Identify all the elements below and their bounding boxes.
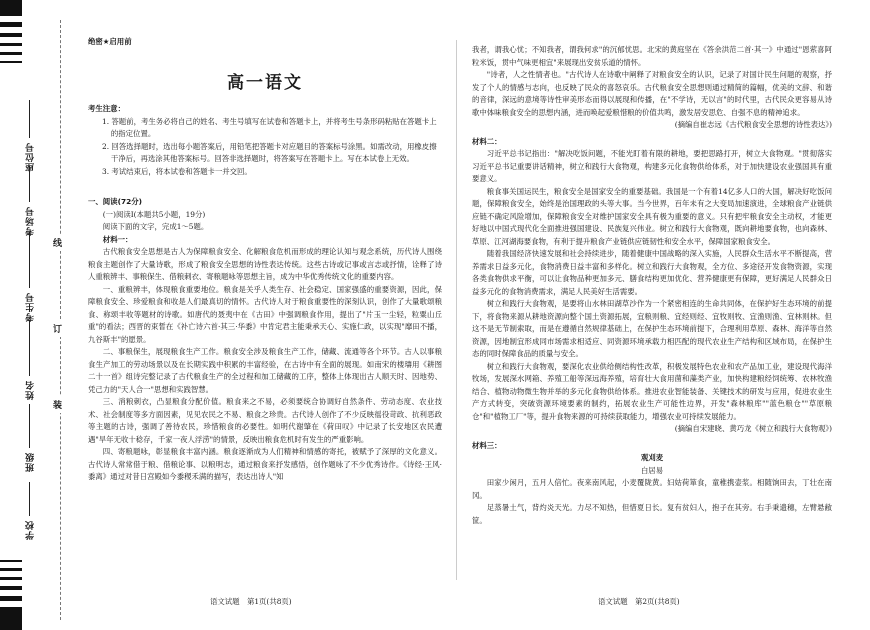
material-two-label: 材料二： [472,136,502,146]
body-paragraph: 习近平总书记指出："解决吃饭问题，不能光盯着有限的耕地，要把思路打开，树立大食物观。"贯彻落实习近平总书记重要讲话精神，树立和践行大食物观，构建多元化食物供给体系，对于加快建设农业强国具有重要意义。 [472,149,832,183]
binding-bar [0,43,22,46]
exam-title: 高一语文 [227,72,303,93]
binding-bar [0,568,22,571]
name-label: 姓名 [26,380,36,400]
poem-author: 白居易 [640,465,664,475]
notes-heading: 考生注意： [88,104,125,113]
binding-bar [0,560,22,562]
binding-bar [0,596,22,601]
cut-char-install: 装 [53,396,62,413]
binding-bar [0,22,22,27]
body-paragraph: 树立和践行大食物观，是要将山水林田湖草沙作为一个紧密相连的生命共同体，在保护好生态环境的前提下，将食物来源从耕地资源向整个国土资源拓展，宜粮则粮、宜经则经、宜牧则牧、宜渔则渔、宜林则林。但这不是无节制索取，而是在遵循自然规律基础上，在保护生态环境前提下，合理利用草原、森林、海洋等自然资源，因地制宜形成同市场需求相适应、同资源环境承载力相匹配的现代农业生产结构和区域布局，在保护生态的同时保障食品的质量与安全。 [472,299,832,358]
body-paragraph: 四、寄粮题咏，彰显粮食丰富内涵。粮食逐渐成为人们精神和情感的寄托，被赋予了深厚的文化意义。古代诗人常常借于粮、借粮论事、以粮明志，通过粮食来抒发感悟，创作题咏了不少优秀诗作。《诗经·王风·黍离》通过对昔日宫殿如今黍稷禾满的描写，表达出诗人"知 [88,447,442,481]
binding-bar [0,607,22,630]
subsection-heading: (一)阅读Ⅰ(本题共5小题，19分) [102,209,206,219]
binding-bar [0,52,22,55]
body-paragraph: 粮食事关国运民生，粮食安全是国家安全的重要基础。我国是一个有着14亿多人口的大国，解决好吃饭问题，保障粮食安全，始终是治国理政的头等大事。当今世界，百年未有之大变局加速演进，全球粮食产业链供应链不确定风险增加，保障粮食安全对维护国家安全具有极为重要的意义。只有把牢粮食安全主动权，才能更好地以中国式现代化全面推进强国建设、民族复兴伟业。树立和践行大食物观，既向耕地要食物，也向森林、草原、江河湖海要食物，有利于提升粮食产业链供应链韧性和安全水平，保障国家粮食安全。 [472,186,832,246]
confidential-mark: 绝密★启用前 [88,37,132,46]
section-heading: 一、阅读(72分) [88,197,142,206]
exam-id-field[interactable] [29,232,30,288]
material-one-label: 材料一： [102,234,133,244]
exam-id-label: 考生号 [26,292,36,322]
binding-bar [0,33,22,37]
seat-label: 座位号 [26,142,36,172]
source-citation: (摘编自宋建晓、黄巧龙《树立和践行大食物观》) [674,424,832,433]
instruction-text: 阅读下面的文字，完成1～5题。 [102,222,209,231]
page-one-footer: 语文试题 第1页(共8页) [210,597,292,606]
poem-title: 观刈麦 [640,453,664,462]
class-label: 班级 [26,452,36,472]
material-three-label: 材料三： [472,440,502,450]
note-item: 2. 回答选择题时，选出每小题答案后，用铅笔把答题卡对应题目的答案标号涂黑。如需改动，用橡皮擦干净后，再选涂其他答案标号。回答非选择题时，将答案写在答题卡上。写在本试卷上无效。 [102,141,437,163]
body-paragraph: 随着我国经济快速发展和社会持续进步，随着健康中国战略的深入实施，人民群众生活水平不断提高，营养需求日益多元化，食物消费日益丰富和多样化。树立和践行大食物观，全方位、多途径开发食物资源，实现各类食物供求平衡，可以让食物品种更加多元、膳食结构更加优化、营养健康更有保障，更好满足人民群众日益多元化的食物消费需求，满足人民美好生活需要。 [472,249,832,296]
binding-bar [0,586,22,590]
exam-room-label: 考场号 [26,206,36,236]
cut-char-line: 线 [53,234,62,251]
body-paragraph: 我者，谓我心忧；不知我者，谓我何求"的沉郁忧思。北宋的黄庭坚在《答余洪范二首·其一》中通过"恩萦喜阿粒米饭，贯中气味更相宜"来展现出安贫乐道的情怀。 [472,45,832,67]
body-paragraph: 三、消粮刺衣，凸显粮食分配价值。粮食来之不易，必须要统合协调好自然条件、劳动态度、农业技术、社会制度等多方面因素，见见农民之不易、粮食之珍贵。古代诗人创作了不少反映徭役苛政、抗利恶政等主题的古诗，强调了善待农民，珍惜粮食的必要性。如明代谢肇在《荷田叹》中记录了长安地区农民遭遇"旱年无收十稔存，千家一夜人浮涝"的情景，反映出粮食危机时有发生的严重影响。 [88,397,442,444]
body-paragraph: 一、重粮辨丰，体现粮食重要地位。粮食是关乎人类生存、社会稳定、国家强盛的重要资源，因此，保障粮食安全、珍爱粮食和收是人们最真切的情怀。古代诗人对于粮食重要性的深刻认识，创作了大量歌颂粮食、称颂丰收等题材的诗歌。如唐代的聂夷中在《古田》中强调粮食作用，提出了"片玉一尘轻，粒粟山丘重"的看法；西晋的束皙在《补亡诗六首·其三·华黍》中肯定君主能秉承天心、实施仁政，以实现"靡田不播，九谷斯丰"的愿景。 [88,284,442,344]
page-two-footer: 语文试题 第2页(共8页) [598,597,680,606]
body-paragraph: 树立和践行大食物观，要深化农业供给侧结构性改革，积极发展特色农业和农产品加工业，建设现代海洋牧场，发展深水网箱、养殖工船等深远海养殖，培育壮大食用菌和藻类产业，加快构建粮经饲统筹、农林牧渔结合、植物动物微生物并举的多元化食物供给体系。推进农业智能装备、关键技术的研发与应用，促进农业生产方式转变，突破资源环境要素的制约，拓展农业生产可能性边界，开发"森林粮库""蓝色粮仓""草原粮仓"和"植物工厂"等，提升食物来源的可持续获取能力，增强农业可持续发展能力。 [472,361,832,421]
name-field[interactable] [29,320,30,376]
binding-bar [0,61,22,63]
binding-strip [0,0,22,630]
note-item: 1. 答题前，考生务必将自己的姓名、考生号填写在试卷和答题卡上，并将考生号条形码粘贴在答题卡上的指定位置。 [102,116,437,138]
binding-bar [0,577,22,580]
source-citation: (摘编自崔志远《古代粮食安全思想的诗性表达》) [674,120,832,129]
class-field[interactable] [29,404,30,448]
poem-line: 足蒸暑土气，背灼炎天光。力尽不知热，但惜夏日长。复有贫妇人，抱子在其旁。右手秉遗穗，左臂悬敝筐。 [472,503,832,525]
school-field[interactable] [29,482,30,516]
page-two [472,44,832,527]
school-label: 学校 [26,520,36,540]
page-one [88,36,442,484]
page-divider [456,40,457,580]
note-item: 3. 考试结束后，将本试卷和答题卡一并交回。 [102,166,252,176]
body-paragraph: "诗者，人之性情者也。"古代诗人在诗歌中阐释了对粮食安全的认识，记录了对国计民生问题的观察，抒发了个人的情感与志向，也反映了民众的喜怒哀乐。古代粮食安全思想则通过精简的篇幅，优美的文辞、和谐的音律，深远的意境等诗性审美形态而得以展现和传播，在"不学诗，无以言"的时代里，古代民众更容易从诗歌中体味粮食安全的思想内涵，进而唤起爱粮惜粮的价值共鸣，激发居安思危、自强不息的精神追求。 [472,70,832,117]
body-paragraph: 古代粮食安全思想是古人为保障粮食安全、化解粮食危机而形成的理论认知与观念系统，历代诗人围绕粮食主题创作了大量诗歌，形成了粮食安全思想的诗性表达传统。这些古诗或记事或言志或抒情，诠释了诗人重粮辨丰、事粮保生、借粮刺衣、寄粮题咏等思想主旨，成为中华优秀传统文化的重要内容。 [88,247,442,281]
cut-char-bind: 订 [53,320,62,337]
exam-room-field[interactable] [29,166,30,202]
body-paragraph: 二、事粮保生，展现粮食生产工作。粮食安全涉及粮食生产工作，储藏、流通等各个环节。古人以事粮食生产加工的劳动场景以及在长期实践中积累的丰富经验，在古诗中有全面的展现。如南宋的楼璹用《耕图二十一首》组诗完整记录了古代粮食生产的全过程和加工储藏的工序，整体上体现出古人顺天时、因地势、凭己力的"天人合一"思想和实践智慧。 [88,347,442,394]
seat-field[interactable] [29,100,30,138]
poem-line: 田家少闲月，五月人倍忙。夜来南风起，小麦覆陇黄。妇姑荷箪食，童稚携壶浆。相随饷田去，丁壮在南冈。 [472,478,832,500]
binding-bar [0,0,22,16]
